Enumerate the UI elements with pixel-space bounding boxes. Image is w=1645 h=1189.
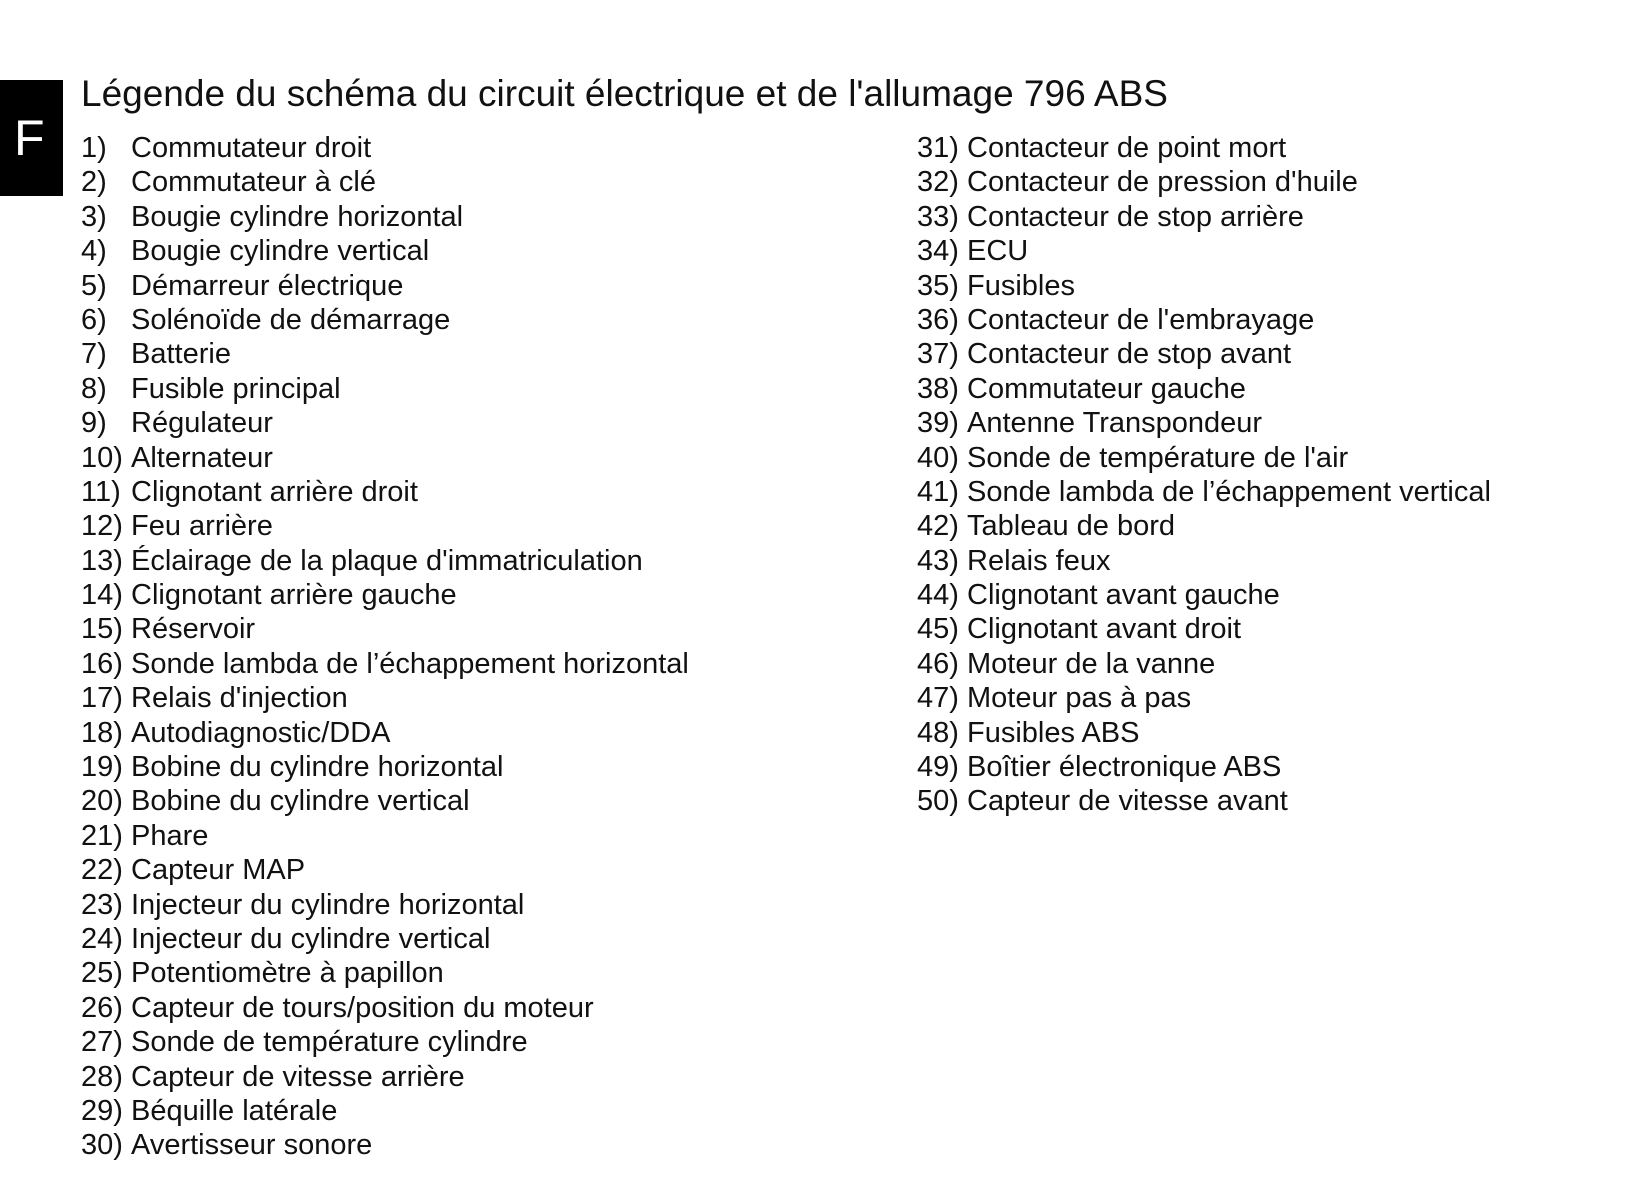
legend-item-number: 5) <box>81 269 107 302</box>
legend-item-label: Capteur de vitesse arrière <box>131 1060 465 1093</box>
legend-item-number: 30) <box>81 1129 123 1162</box>
legend-item <box>81 784 689 818</box>
legend-item <box>917 509 1491 543</box>
legend-item-label: Boîtier électronique ABS <box>967 751 1282 784</box>
legend-item-number: 24) <box>81 922 123 955</box>
legend-item <box>81 200 689 234</box>
legend-item-number: 29) <box>81 1094 123 1127</box>
legend-item <box>917 475 1491 509</box>
legend-item-label: Éclairage de la plaque d'immatriculation <box>131 544 643 577</box>
legend-item <box>81 922 689 956</box>
language-tab: F <box>0 80 63 196</box>
legend-item-label: Moteur de la vanne <box>967 647 1216 680</box>
legend-item <box>81 337 689 371</box>
legend-item-label: Clignotant arrière droit <box>131 475 418 508</box>
legend-item-label: Batterie <box>131 338 231 371</box>
legend-item-number: 33) <box>917 200 959 233</box>
legend-item <box>81 475 689 509</box>
legend-item <box>917 200 1491 234</box>
legend-item-label: Régulateur <box>131 407 273 440</box>
legend-item <box>917 165 1491 199</box>
legend-item-number: 50) <box>917 785 959 818</box>
legend-item-number: 42) <box>917 510 959 543</box>
legend-item <box>917 406 1491 440</box>
legend-item-label: Bougie cylindre horizontal <box>131 200 464 233</box>
legend-item-number: 28) <box>81 1060 123 1093</box>
legend-item-label: Sonde de température cylindre <box>131 1026 528 1059</box>
legend-item-label: Feu arrière <box>131 510 273 543</box>
legend-item <box>81 1060 689 1094</box>
legend-item-number: 14) <box>81 579 123 612</box>
legend-item-label: Sonde de température de l'air <box>967 441 1349 474</box>
legend-item <box>917 784 1491 818</box>
legend-item <box>81 131 689 165</box>
legend-item <box>917 234 1491 268</box>
legend-item-label: Contacteur de stop arrière <box>967 200 1304 233</box>
legend-item-number: 17) <box>81 682 123 715</box>
legend-item-label: Avertisseur sonore <box>131 1129 373 1162</box>
legend-item-number: 45) <box>917 613 959 646</box>
legend-item-label: Relais d'injection <box>131 682 348 715</box>
legend-item-label: Contacteur de pression d'huile <box>967 166 1358 199</box>
legend-item-number: 41) <box>917 475 959 508</box>
legend-item-label: Fusibles ABS <box>967 716 1140 749</box>
legend-item <box>81 165 689 199</box>
legend-item <box>81 1025 689 1059</box>
legend-item <box>917 337 1491 371</box>
page-title: Légende du schéma du circuit électrique et de l'allumage 796 ABS <box>81 73 1168 114</box>
legend-item <box>81 406 689 440</box>
legend-item <box>81 509 689 543</box>
legend-item-label: ECU <box>967 235 1029 268</box>
legend-item-label: Clignotant avant gauche <box>967 579 1280 612</box>
legend-item-label: Sonde lambda de l’échappement vertical <box>967 475 1491 508</box>
legend-item-number: 36) <box>917 303 959 336</box>
legend-item-number: 38) <box>917 372 959 405</box>
legend-item-label: Fusible principal <box>131 372 341 405</box>
legend-item-label: Moteur pas à pas <box>967 682 1192 715</box>
legend-item <box>917 303 1491 337</box>
legend-item-label: Clignotant avant droit <box>967 613 1242 646</box>
legend-item-number: 18) <box>81 716 123 749</box>
legend-item-label: Potentiomètre à papillon <box>131 957 444 990</box>
legend-item-number: 39) <box>917 407 959 440</box>
legend-item-number: 15) <box>81 613 123 646</box>
legend-item-number: 3) <box>81 200 107 233</box>
legend-item <box>917 681 1491 715</box>
legend-item <box>81 303 689 337</box>
legend-item <box>81 578 689 612</box>
legend-item <box>81 234 689 268</box>
legend-item-number: 31) <box>917 132 959 164</box>
legend-item <box>81 681 689 715</box>
legend-item-number: 7) <box>81 338 107 371</box>
legend-item-label: Injecteur du cylindre vertical <box>131 922 491 955</box>
legend-item <box>81 853 689 887</box>
legend-item-label: Solénoïde de démarrage <box>131 303 451 336</box>
legend-item-label: Commutateur droit <box>131 132 372 164</box>
legend-item-label: Tableau de bord <box>967 510 1175 543</box>
legend-item <box>81 956 689 990</box>
legend-item <box>81 991 689 1025</box>
legend-item-number: 6) <box>81 303 107 336</box>
legend-item-label: Clignotant arrière gauche <box>131 579 457 612</box>
legend-item-label: Fusibles <box>967 269 1075 302</box>
legend-item-label: Bougie cylindre vertical <box>131 235 430 268</box>
legend-item <box>81 647 689 681</box>
legend-item-label: Injecteur du cylindre horizontal <box>131 888 525 921</box>
legend-item <box>81 888 689 922</box>
legend-item <box>917 750 1491 784</box>
legend-item-number: 23) <box>81 888 123 921</box>
legend-item-label: Bobine du cylindre horizontal <box>131 751 504 784</box>
legend-item-label: Contacteur de point mort <box>967 132 1287 164</box>
legend-item <box>917 716 1491 750</box>
legend-item-number: 43) <box>917 544 959 577</box>
legend-item <box>81 544 689 578</box>
legend-item-number: 22) <box>81 854 123 887</box>
legend-item <box>81 750 689 784</box>
legend-item <box>81 612 689 646</box>
legend-item-number: 10) <box>81 441 123 474</box>
legend-item <box>81 716 689 750</box>
legend-item-number: 16) <box>81 647 123 680</box>
legend-item <box>81 269 689 303</box>
legend-right-column <box>917 131 1491 819</box>
legend-item-number: 48) <box>917 716 959 749</box>
legend-item-label: Réservoir <box>131 613 256 646</box>
legend-item-label: Sonde lambda de l’échappement horizontal <box>131 647 689 680</box>
legend-item-number: 9) <box>81 407 107 440</box>
legend-item-number: 19) <box>81 751 123 784</box>
legend-item <box>81 1128 689 1162</box>
legend-item-number: 44) <box>917 579 959 612</box>
legend-item-number: 13) <box>81 544 123 577</box>
legend-item-number: 26) <box>81 991 123 1024</box>
legend-item-number: 35) <box>917 269 959 302</box>
legend-item-label: Commutateur gauche <box>967 372 1246 405</box>
legend-item-label: Phare <box>131 819 209 852</box>
legend-item-label: Capteur MAP <box>131 854 306 887</box>
legend-item <box>917 372 1491 406</box>
legend-left-column <box>81 131 689 1163</box>
legend-item-number: 12) <box>81 510 123 543</box>
legend-item-label: Alternateur <box>131 441 273 474</box>
legend-item-label: Commutateur à clé <box>131 166 376 199</box>
legend-item-number: 4) <box>81 235 107 268</box>
legend-item-label: Capteur de vitesse avant <box>967 785 1288 818</box>
legend-item-number: 8) <box>81 372 107 405</box>
legend-item-label: Contacteur de l'embrayage <box>967 303 1315 336</box>
legend-item <box>917 612 1491 646</box>
legend-item <box>81 441 689 475</box>
legend-item <box>81 1094 689 1128</box>
legend-item-number: 49) <box>917 751 959 784</box>
legend-item-label: Bobine du cylindre vertical <box>131 785 470 818</box>
legend-item-label: Démarreur électrique <box>131 269 404 302</box>
legend-item-number: 34) <box>917 235 959 268</box>
legend-item-number: 20) <box>81 785 123 818</box>
legend-item-label: Contacteur de stop avant <box>967 338 1292 371</box>
legend-item <box>917 578 1491 612</box>
legend-item-label: Béquille latérale <box>131 1094 338 1127</box>
legend-item-label: Relais feux <box>967 544 1111 577</box>
legend-item-number: 11) <box>81 475 121 508</box>
legend-item-number: 46) <box>917 647 959 680</box>
legend-item-number: 1) <box>81 132 107 164</box>
legend-item <box>917 647 1491 681</box>
legend-item-number: 32) <box>917 166 959 199</box>
legend-item-number: 25) <box>81 957 123 990</box>
legend-item-number: 40) <box>917 441 959 474</box>
legend-item-number: 27) <box>81 1026 123 1059</box>
legend-item-number: 2) <box>81 166 107 199</box>
legend-item <box>917 269 1491 303</box>
legend-item-label: Autodiagnostic/DDA <box>131 716 391 749</box>
legend-item-label: Capteur de tours/position du moteur <box>131 991 594 1024</box>
legend-item <box>81 819 689 853</box>
legend-item <box>917 544 1491 578</box>
legend-item <box>81 372 689 406</box>
legend-item-number: 47) <box>917 682 959 715</box>
legend-item-number: 21) <box>81 819 123 852</box>
legend-item <box>917 131 1491 165</box>
legend-item <box>917 441 1491 475</box>
legend-item-label: Antenne Transpondeur <box>967 407 1263 440</box>
legend-item-number: 37) <box>917 338 959 371</box>
